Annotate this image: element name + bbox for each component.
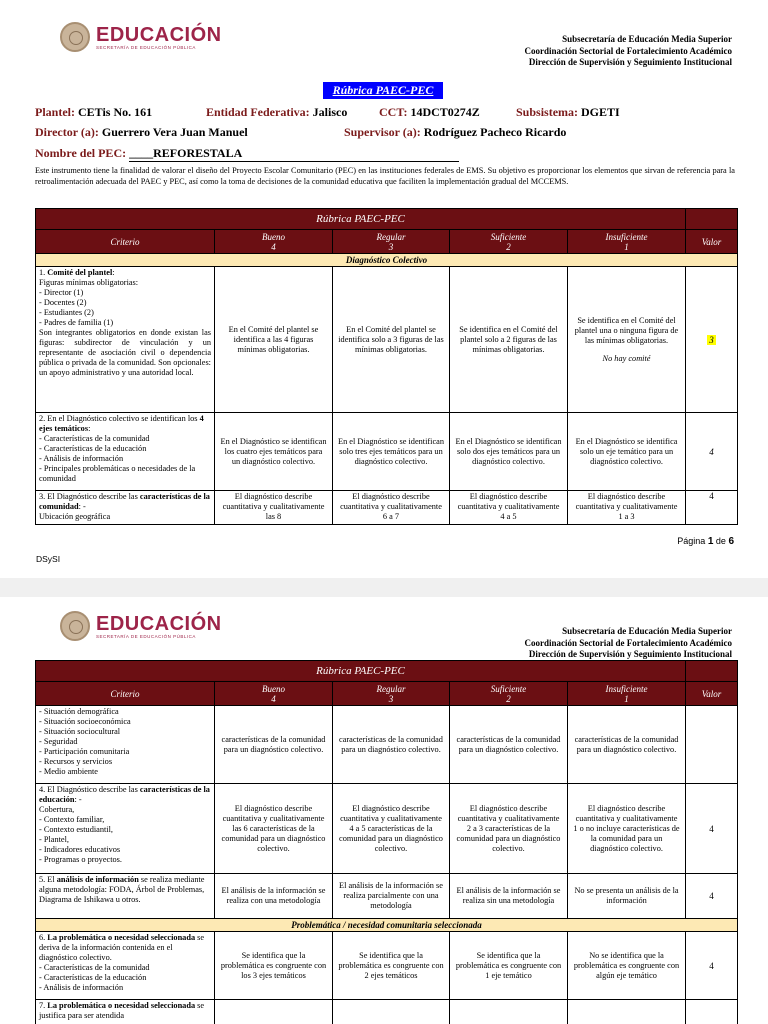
- page-number: Página 1 de 6: [677, 536, 734, 547]
- col-regular: Regular 3: [333, 682, 450, 706]
- section-problematica: Problemática / necesidad comunitaria seleccionada: [36, 919, 738, 932]
- table-title: Rúbrica PAEC-PEC: [36, 661, 686, 682]
- score-value: [686, 706, 738, 784]
- level-insuficiente: Se identifica en el Comité del plantel una o ninguna figura de las mínimas obligatorias. No hay comité: [568, 267, 686, 413]
- subsistema-field: Subsistema: DGETI: [516, 105, 620, 119]
- national-seal-icon: [60, 22, 90, 52]
- col-criterio: Criterio: [36, 682, 215, 706]
- header-line-1: Subsecretaría de Educación Media Superior: [562, 626, 732, 636]
- level-bueno: El diagnóstico describe cuantitativa y cualitativamente las 6 características de la comunidad para un diagnóstico colectivo.: [215, 784, 333, 874]
- table-row: [36, 874, 738, 919]
- entidad-field: Entidad Federativa: Jalisco: [206, 105, 348, 119]
- institution-header: [525, 626, 732, 661]
- level-regular: El diagnóstico describe cuantitativa y cualitativamente 4 a 5 características de la comunidad para un diagnóstico colectivo.: [333, 784, 450, 874]
- criterion-1: 1. Comité del plantel: Figuras mínimas obligatorias: - Director (1) - Docentes (2) - Estudiantes (2) - Padres de familia (1) Son integrantes obligatorios en donde existan las figuras: subdirector de vinculación y un representante de asociación civil o dependencia pública o privada de la comunidad. Son opcionales: un apoyo administrativo y una autoridad local.: [36, 267, 215, 413]
- rubric-table-page-1: [35, 208, 738, 525]
- col-suficiente: Suficiente 2: [450, 230, 568, 254]
- document-title: Rúbrica PAEC-PEC: [323, 82, 443, 99]
- table-row: [36, 932, 738, 1000]
- educacion-logo: [60, 22, 222, 52]
- level-suficiente: El diagnóstico describe cuantitativa y cualitativamente 2 a 3 características de la comunidad para un diagnóstico colectivo.: [450, 784, 568, 874]
- criterion-3-cont: - Situación demográfica - Situación socioeconómica - Situación sociocultural - Seguridad - Participación comunitaria - Recursos y servicios - Medio ambiente: [36, 706, 215, 784]
- col-insuficiente: Insuficiente 1: [568, 682, 686, 706]
- no-comite-note: No hay comité: [602, 353, 651, 363]
- level-suficiente: El diagnóstico describe cuantitativa y cualitativamente 4 a 5: [450, 491, 568, 525]
- director-field: Director (a): Guerrero Vera Juan Manuel: [35, 125, 248, 139]
- level-bueno: En el Diagnóstico se identifican los cuatro ejes temáticos para un diagnóstico colectivo.: [215, 413, 333, 491]
- header-line-2: Coordinación Sectorial de Fortalecimiento Académico: [524, 637, 732, 648]
- criterion-4: 4. El Diagnóstico describe las características de la educación: - Cobertura, - Contexto familiar, - Contexto estudiantil, - Plantel, - Indicadores educativos - Programas o proyectos.: [36, 784, 215, 874]
- level-bueno: El diagnóstico describe cuantitativa y cualitativamente las 8: [215, 491, 333, 525]
- level-insuficiente: características de la comunidad para un diagnóstico colectivo.: [568, 706, 686, 784]
- level-insuficiente: No se identifica que la problemática es congruente con algún eje temático: [568, 932, 686, 1000]
- table-row: [36, 413, 738, 491]
- table-row: [36, 267, 738, 413]
- criterion-5: 5. El análisis de información se realiza mediante alguna metodología: FODA, Árbol de Problemas, Diagrama de Ishikawa u otros.: [36, 874, 215, 919]
- table-row: [36, 706, 738, 784]
- level-bueno: En el Comité del plantel se identifica a las 4 figuras mínimas obligatorias.: [215, 267, 333, 413]
- level-suficiente: Se identifica en el Comité del plantel solo a 2 figuras de las mínimas obligatorias.: [450, 267, 568, 413]
- col-suficiente: Suficiente 2: [450, 682, 568, 706]
- header-line-1: Subsecretaría de Educación Media Superior: [562, 34, 732, 44]
- plantel-field: Plantel: CETis No. 161: [35, 105, 153, 119]
- educacion-logo: [60, 611, 222, 641]
- header-line-2: Coordinación Sectorial de Fortalecimiento Académico: [524, 45, 732, 56]
- score-value: 4: [686, 491, 738, 525]
- criterion-2: 2. En el Diagnóstico colectivo se identifican los 4 ejes temáticos: - Características de la comunidad - Características de la educación - Análisis de información - Principales problemáticas o necesidades de la comunidad: [36, 413, 215, 491]
- score-value: [686, 267, 738, 413]
- logo-sub-text: SECRETARÍA DE EDUCACIÓN PÚBLICA: [96, 633, 196, 639]
- col-valor: Valor: [686, 682, 738, 706]
- level-regular: características de la comunidad para un diagnóstico colectivo.: [333, 706, 450, 784]
- col-valor: Valor: [686, 230, 738, 254]
- level-regular: Se identifica que la problemática es congruente con 2 ejes temáticos: [333, 932, 450, 1000]
- level-bueno: El análisis de la información se realiza con una metodología: [215, 874, 333, 919]
- supervisor-field: Supervisor (a): Rodríguez Pacheco Ricardo: [344, 125, 567, 139]
- intro-paragraph: Este instrumento tiene la finalidad de valorar el diseño del Proyecto Escolar Comunitario (PEC) en las instituciones federales de EMS. Su objetivo es proporcionar los elementos que sirvan de referencia para la retroalimentación adecuada del PAEC y PEC, así como la toma de decisiones de la comunidad educativa que faciliten la implementación gradual del MCCEMS.: [35, 166, 735, 186]
- level-bueno: Se identifica que la problemática es congruente con los 3 ejes temáticos: [215, 932, 333, 1000]
- level-insuficiente: No se presenta un análisis de la información: [568, 874, 686, 919]
- col-bueno: Bueno 4: [215, 682, 333, 706]
- level-insuficiente: El diagnóstico describe cuantitativa y cualitativamente 1 o no incluye características de la comunidad para un diagnóstico colectivo.: [568, 784, 686, 874]
- section-diagnostico: Diagnóstico Colectivo: [36, 254, 738, 267]
- col-insuficiente: Insuficiente 1: [568, 230, 686, 254]
- header-line-3: Dirección de Supervisión y Seguimiento Institucional: [528, 57, 732, 67]
- level-suficiente: características de la comunidad para un diagnóstico colectivo.: [450, 706, 568, 784]
- col-criterio: Criterio: [36, 230, 215, 254]
- criterion-7: 7. La problemática o necesidad seleccionada se justifica para ser atendida: [36, 1000, 215, 1024]
- criterion-3: 3. El Diagnóstico describe las características de la comunidad: - Ubicación geográfica: [36, 491, 215, 525]
- score-value: 4: [686, 784, 738, 874]
- level-suficiente: En el Diagnóstico se identifican solo dos ejes temáticos para un diagnóstico colectivo.: [450, 413, 568, 491]
- pec-name-field: Nombre del PEC: ____REFORESTALA: [35, 146, 459, 162]
- level-regular: En el Comité del plantel se identifica solo a 3 figuras de las mínimas obligatorias.: [333, 267, 450, 413]
- level-regular: En el Diagnóstico se identifican solo tres ejes temáticos para un diagnóstico colectivo.: [333, 413, 450, 491]
- level-insuficiente: En el Diagnóstico se identifica solo un eje temático para un diagnóstico colectivo.: [568, 413, 686, 491]
- score-value: 4: [686, 932, 738, 1000]
- header-line-3: Dirección de Supervisión y Seguimiento Institucional: [528, 649, 732, 659]
- page-2: [0, 597, 768, 1024]
- score-value: 4: [686, 413, 738, 491]
- logo-main-text: EDUCACIÓN: [96, 612, 222, 635]
- rubric-table-page-2: [35, 660, 738, 1024]
- level-regular: El diagnóstico describe cuantitativa y cualitativamente 6 a 7: [333, 491, 450, 525]
- table-row: [36, 784, 738, 874]
- level-suficiente: Se identifica que la problemática es congruente con 1 eje temático: [450, 932, 568, 1000]
- level-bueno: características de la comunidad para un diagnóstico colectivo.: [215, 706, 333, 784]
- highlighted-score: 3: [709, 334, 714, 345]
- table-title: Rúbrica PAEC-PEC: [36, 209, 686, 230]
- level-insuficiente: El diagnóstico describe cuantitativa y cualitativamente 1 a 3: [568, 491, 686, 525]
- criterion-6: 6. La problemática o necesidad seleccionada se deriva de la información contenida en el diagnóstico colectivo. - Características de la comunidad - Características de la educación - Análisis de información: [36, 932, 215, 1000]
- institution-header: [525, 34, 732, 69]
- level-regular: El análisis de la información se realiza parcialmente con una metodología: [333, 874, 450, 919]
- col-bueno: Bueno 4: [215, 230, 333, 254]
- col-regular: Regular 3: [333, 230, 450, 254]
- cct-field: CCT: 14DCT0274Z: [379, 105, 480, 119]
- footer-code: DSySI: [36, 554, 61, 564]
- score-value: 4: [686, 874, 738, 919]
- table-row: [36, 1000, 738, 1024]
- logo-main-text: EDUCACIÓN: [96, 23, 222, 46]
- logo-sub-text: SECRETARÍA DE EDUCACIÓN PÚBLICA: [96, 44, 196, 50]
- table-row: [36, 491, 738, 525]
- national-seal-icon: [60, 611, 90, 641]
- level-suficiente: El análisis de la información se realiza sin una metodología: [450, 874, 568, 919]
